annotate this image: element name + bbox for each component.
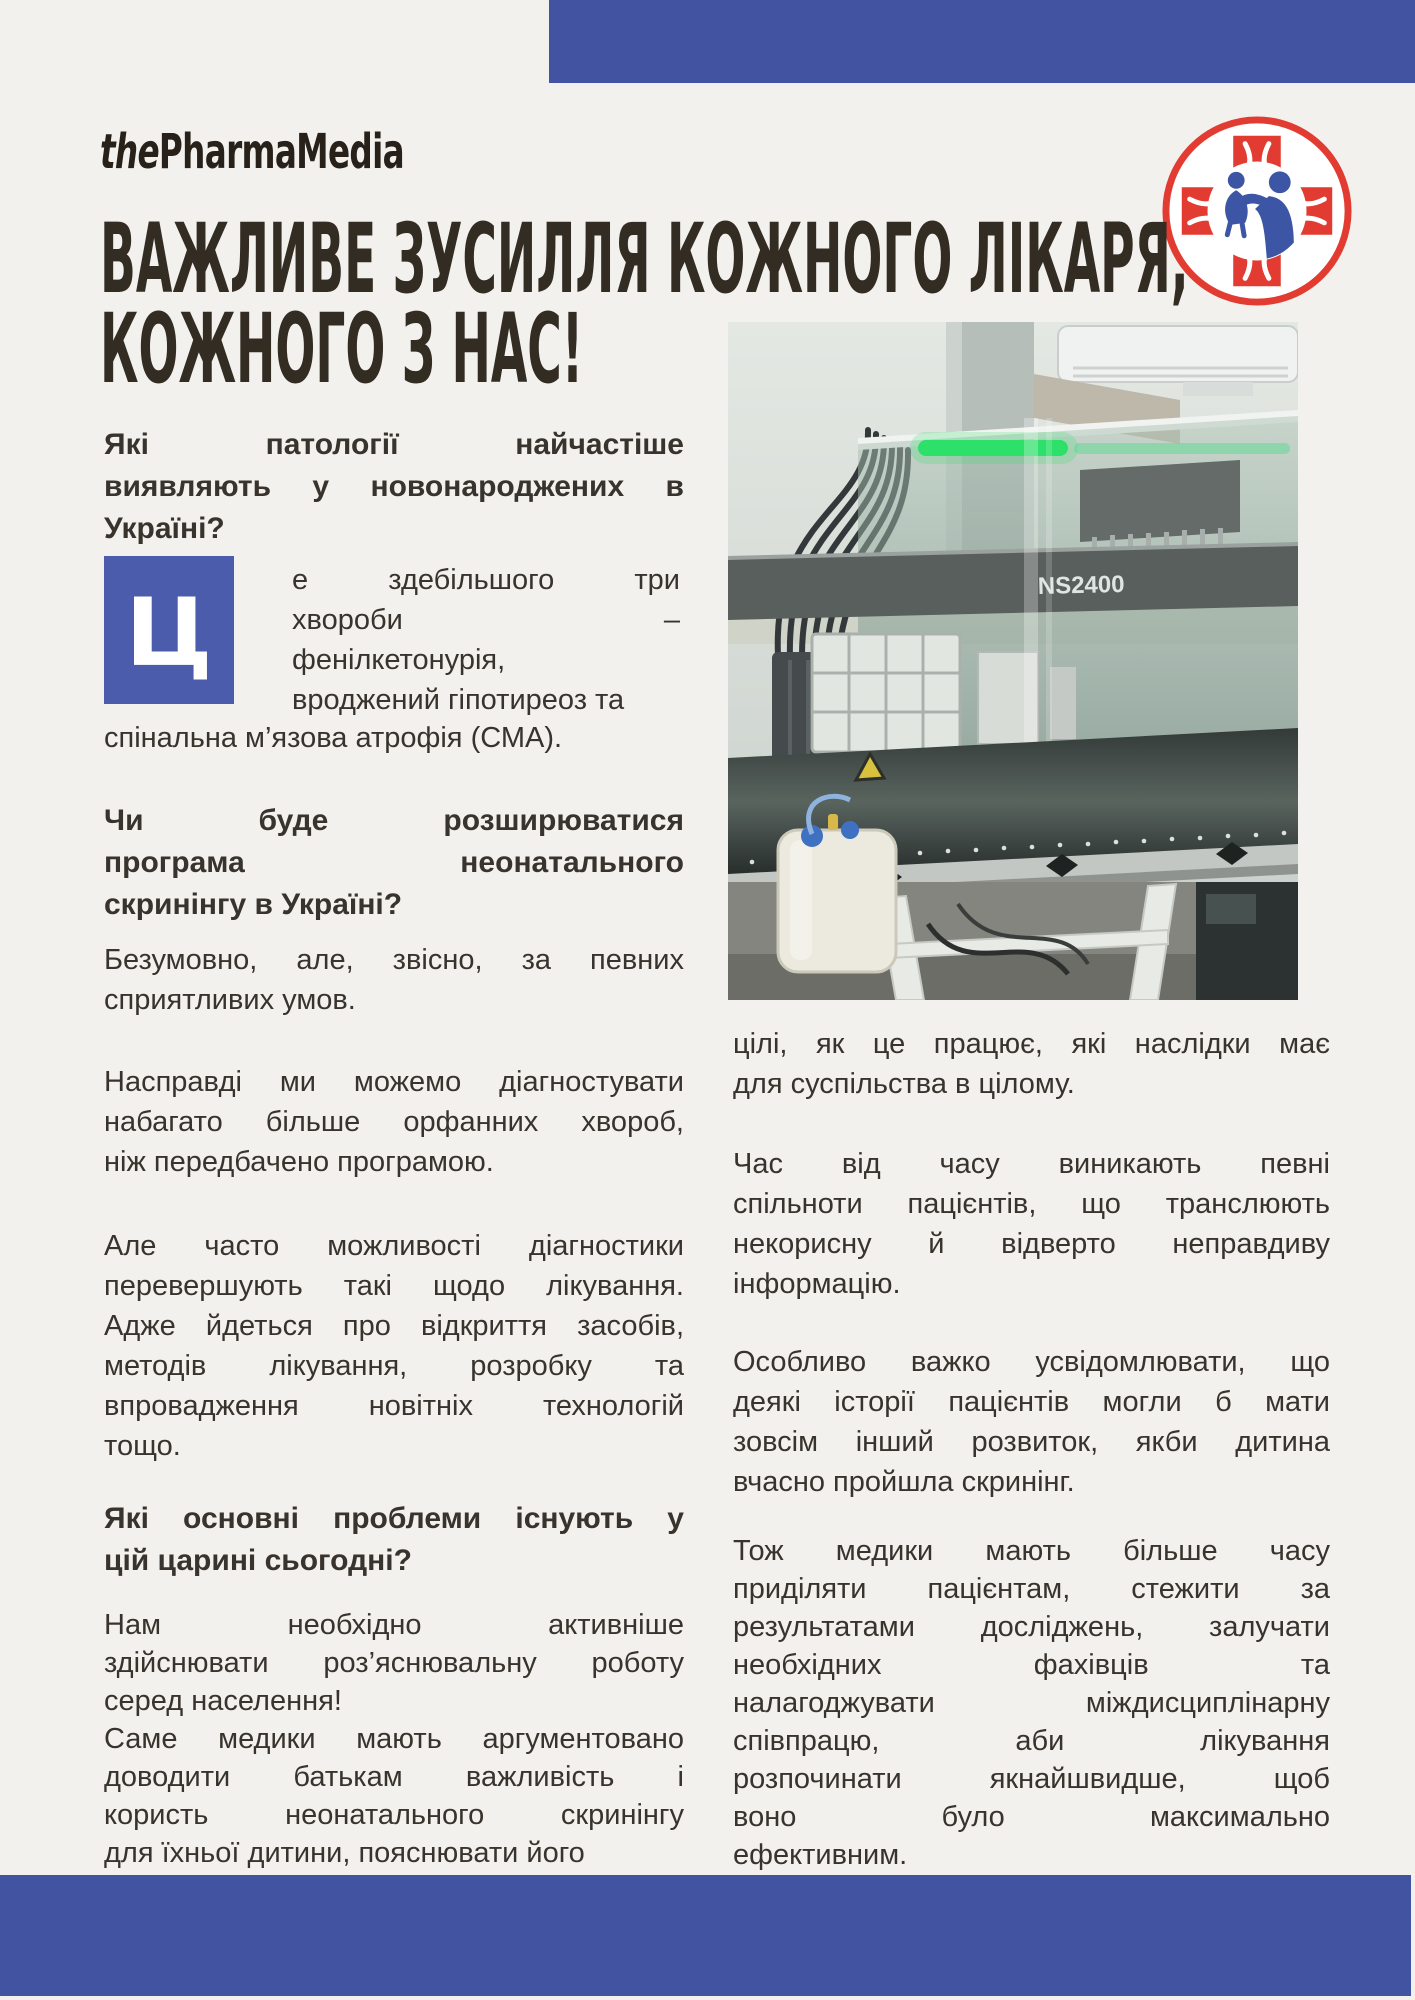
question-heading-2: Чи буде розширюватися програма неонатального скринінгу в Україні? [104, 804, 684, 921]
pipette-head [1080, 460, 1240, 542]
headline-line-1: ВАЖЛИВЕ ЗУСИЛЛЯ КОЖНОГО ЛІКАРЯ, [100, 203, 1189, 315]
question-heading-1: Які патології найчастіше виявляють у новонароджених в Україні? [104, 428, 684, 545]
footer-accent-bar [0, 1875, 1411, 1996]
lab-analyzer-illustration [728, 322, 1298, 1000]
paragraph-right-3: Особливо важко усвідомлювати, що деякі історії пацієнтів могли б мати зовсім інший розвиток, якби дитина вчасно пройшла скринінг. [733, 1346, 1330, 1498]
brand-wordmark [100, 124, 547, 180]
green-led-strip [918, 440, 1068, 456]
paragraph-left-1: Безумовно, але, звісно, за певних сприятливих умов. [104, 944, 684, 1016]
headline-line-2: КОЖНОГО З НАС! [100, 293, 584, 405]
dropcap-paragraph-tail: спінальна м’язова атрофія (СМА). [104, 722, 563, 754]
article-photo [728, 322, 1298, 1000]
dropcap-letter: Ц [125, 578, 213, 688]
dropcap-paragraph: е здебільшого три хвороби – фенілкетонурія, вроджений гіпотиреоз та [292, 564, 680, 716]
brand-name: PharmaMedia [158, 124, 404, 180]
paragraph-right-4: Тож медики мають більше часу приділяти пацієнтам, стежити за результатами досліджень, залучати необхідних фахівців та налагоджувати міждисциплінарну співпрацю, аби лікування розпочинати якнайшвидше, щоб воно було максимально ефективним. [733, 1535, 1330, 1871]
paragraph-right-1: цілі, як це працює, які наслідки має для суспільства в цілому. [733, 1028, 1330, 1100]
device-label: NS2400 [1037, 570, 1125, 600]
dropcap-box [104, 556, 234, 704]
paragraph-left-4: Нам необхідно активніше здійснювати роз’яснювальну роботу серед населення! Саме медики мають аргументовано доводити батькам важливість і користь неонатального скринінгу для їхньої дитини, пояснювати його [104, 1609, 684, 1869]
paragraph-left-2: Насправді ми можемо діагностувати набагато більше орфанних хвороб, ніж передбачено програмою. [104, 1066, 684, 1178]
question-heading-3: Які основні проблеми існують у цій царині сьогодні? [104, 1502, 684, 1577]
brand-the: the [100, 124, 159, 180]
header-accent-bar [549, 0, 1415, 83]
paragraph-right-2: Час від часу виникають певні спільноти пацієнтів, що транслюють некорисну й відверто неправдиву інформацію. [733, 1148, 1330, 1300]
compartment-rack [812, 634, 960, 752]
paragraph-left-3: Але часто можливості діагностики перевершують такі щодо лікування. Адже йдеться про відкриття засобів, методів лікування, розробку та впровадження новітніх технологій тощо. [104, 1230, 684, 1462]
